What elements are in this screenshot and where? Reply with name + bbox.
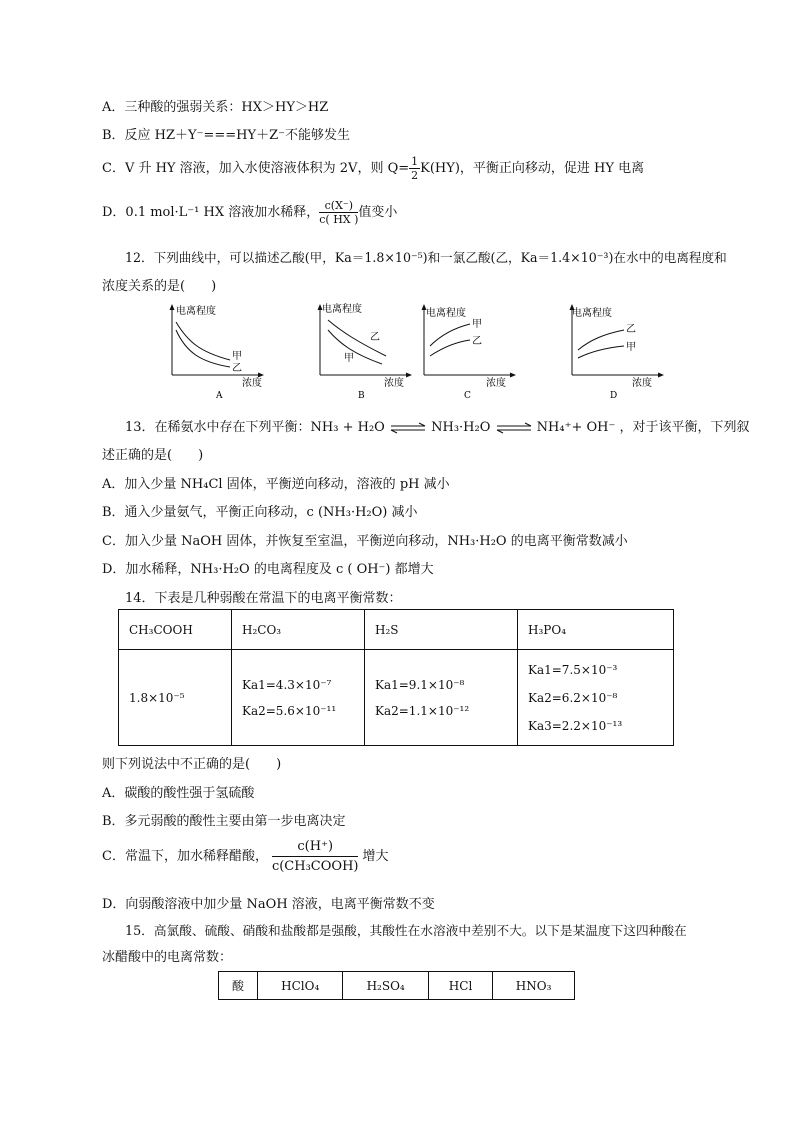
chart-b-label1: 乙 xyxy=(370,332,380,343)
q11-option-c xyxy=(102,156,644,181)
q14-option-c xyxy=(102,840,389,873)
q14-option-c-pre: C．常温下，加水稀释醋酸， xyxy=(102,849,268,864)
q11-option-a: A．三种酸的强弱关系：HX＞HY＞HZ xyxy=(102,100,329,115)
q14-option-a: A．碳酸的酸性强于氢硫酸 xyxy=(102,786,255,801)
q11-option-c-pre: C．V 升 HY 溶液，加入水使溶液体积为 2V，则 Q= xyxy=(102,161,410,176)
equilibrium-arrow-icon xyxy=(495,422,533,434)
chart-a-label1: 甲 xyxy=(232,351,242,362)
chart-d-ylabel: 电离程度 xyxy=(572,308,612,319)
table-header-cell: H₂S xyxy=(365,610,518,650)
table-row xyxy=(119,650,674,746)
table-header-row xyxy=(119,610,674,650)
q15-stem-line2: 冰醋酸中的电离常数： xyxy=(102,950,233,965)
table-cell-line: Ka1=7.5×10⁻³ xyxy=(528,662,618,677)
q12-stem-line1: 12．下列曲线中，可以描述乙酸(甲，Ka＝1.8×10⁻⁵)和一氯乙酸(乙，Ka＝1.4×10⁻³)在水中的电离程度和 xyxy=(125,250,727,265)
fraction-denominator: c( HX ) xyxy=(319,213,359,226)
q14-ask: 则下列说法中不正确的是( ) xyxy=(102,757,282,772)
table-cell xyxy=(232,650,365,746)
chart-c-xlabel: 浓度 xyxy=(486,378,506,389)
chart-d xyxy=(560,300,670,400)
table-cell-line: Ka2=1.1×10⁻¹² xyxy=(375,703,470,718)
chart-b-label2: 甲 xyxy=(344,353,354,364)
chart-d-letter: D xyxy=(610,391,618,400)
fraction-numerator: c(H⁺) xyxy=(272,840,359,857)
table-cell: 1.8×10⁻⁵ xyxy=(119,650,232,746)
q15-acid-table xyxy=(218,971,575,1000)
q11-option-d-pre: D．0.1 mol·L⁻¹ HX 溶液加水稀释， xyxy=(102,205,320,220)
chart-d-label1: 乙 xyxy=(626,324,636,335)
chart-c-letter: C xyxy=(464,391,471,400)
q13-option-d: D．加水稀释，NH₃·H₂O 的电离程度及 c ( OH⁻) 都增大 xyxy=(102,562,434,577)
table-header-cell: H₃PO₄ xyxy=(518,610,674,650)
chart-b-letter: B xyxy=(358,391,365,400)
chart-d-xlabel: 浓度 xyxy=(632,378,652,389)
chart-a-ylabel: 电离程度 xyxy=(176,306,216,317)
table-cell-line: Ka2=5.6×10⁻¹¹ xyxy=(242,703,337,718)
table-cell-line: Ka1=4.3×10⁻⁷ xyxy=(242,677,332,692)
table-header-cell: HCl xyxy=(428,972,492,1000)
chart-a-label2: 乙 xyxy=(232,363,242,374)
table-header-cell: CH₃COOH xyxy=(119,610,232,650)
chart-b-xlabel: 浓度 xyxy=(384,378,404,389)
q14-option-c-post: 增大 xyxy=(362,849,389,864)
q13-option-c: C．加入少量 NaOH 固体，并恢复至室温，平衡逆向移动，NH₃·H₂O 的电离平衡常数减小 xyxy=(102,534,628,549)
q11-option-c-fraction xyxy=(409,156,420,181)
q11-option-d-fraction xyxy=(319,200,358,225)
fraction-denominator: 2 xyxy=(411,169,419,182)
chart-c-label1: 甲 xyxy=(472,319,482,330)
table-header-cell: HClO₄ xyxy=(258,972,343,1000)
equilibrium-arrow-icon xyxy=(389,422,427,434)
q13-line1-b: NH₃·H₂O xyxy=(431,420,491,435)
q13-line1-a: 13．在稀氨水中存在下列平衡：NH₃ + H₂O xyxy=(125,420,385,435)
table-cell-line: Ka2=6.2×10⁻⁸ xyxy=(528,690,618,705)
chart-c-ylabel: 电离程度 xyxy=(426,308,466,319)
chart-d-label2: 甲 xyxy=(626,342,636,353)
chart-c-label2: 乙 xyxy=(472,336,482,347)
q13-stem-line1 xyxy=(125,416,749,435)
q11-option-d xyxy=(102,200,397,225)
table-header-cell: HNO₃ xyxy=(493,972,575,1000)
q13-line1-c: NH₄⁺+ OH⁻ ，对于该平衡，下列叙 xyxy=(536,420,750,435)
q15-stem-line1: 15．高氯酸、硫酸、硝酸和盐酸都是强酸，其酸性在水溶液中差别不大。以下是某温度下这四种酸在 xyxy=(125,923,687,938)
table-cell-line: Ka1=9.1×10⁻⁸ xyxy=(375,677,465,692)
table-cell xyxy=(518,650,674,746)
q14-stem: 14．下表是几种弱酸在常温下的电离平衡常数： xyxy=(125,591,402,606)
q14-option-c-fraction xyxy=(272,840,359,873)
chart-c xyxy=(412,300,522,400)
chart-a-letter: A xyxy=(216,391,223,400)
chart-a-xlabel: 浓度 xyxy=(242,378,262,389)
fraction-numerator: 1 xyxy=(411,155,419,168)
table-header-cell: H₂CO₃ xyxy=(232,610,365,650)
q13-option-a: A．加入少量 NH₄Cl 固体，平衡逆向移动，溶液的 pH 减小 xyxy=(102,477,450,492)
q11-option-b: B．反应 HZ＋Y⁻===HY＋Z⁻不能够发生 xyxy=(102,128,350,143)
q12-stem-line2: 浓度关系的是( ) xyxy=(102,279,217,294)
table-cell xyxy=(365,650,518,746)
fraction-numerator: c(X⁻) xyxy=(319,200,358,213)
q14-constant-table xyxy=(118,609,674,746)
q13-option-b: B．通入少量氨气，平衡正向移动，c (NH₃·H₂O) 减小 xyxy=(102,505,418,520)
q13-stem-line2: 述正确的是( ) xyxy=(102,448,204,463)
table-header-cell: 酸 xyxy=(219,972,258,1000)
chart-b-ylabel: 电离程度 xyxy=(322,304,362,315)
table-cell-line: Ka3=2.2×10⁻¹³ xyxy=(528,718,623,733)
q14-option-b: B．多元弱酸的酸性主要由第一步电离决定 xyxy=(102,814,346,829)
q14-option-d: D．向弱酸溶液中加少量 NaOH 溶液，电离平衡常数不变 xyxy=(102,897,435,912)
table-header-cell: H₂SO₄ xyxy=(343,972,428,1000)
table-header-row xyxy=(219,972,575,1000)
chart-a xyxy=(160,300,270,400)
chart-b xyxy=(308,300,418,400)
q11-option-c-post: K(HY)，平衡正向移动，促进 HY 电离 xyxy=(420,161,645,176)
q11-option-d-post: 值变小 xyxy=(358,205,398,220)
fraction-denominator: c(CH₃COOH) xyxy=(271,859,359,874)
